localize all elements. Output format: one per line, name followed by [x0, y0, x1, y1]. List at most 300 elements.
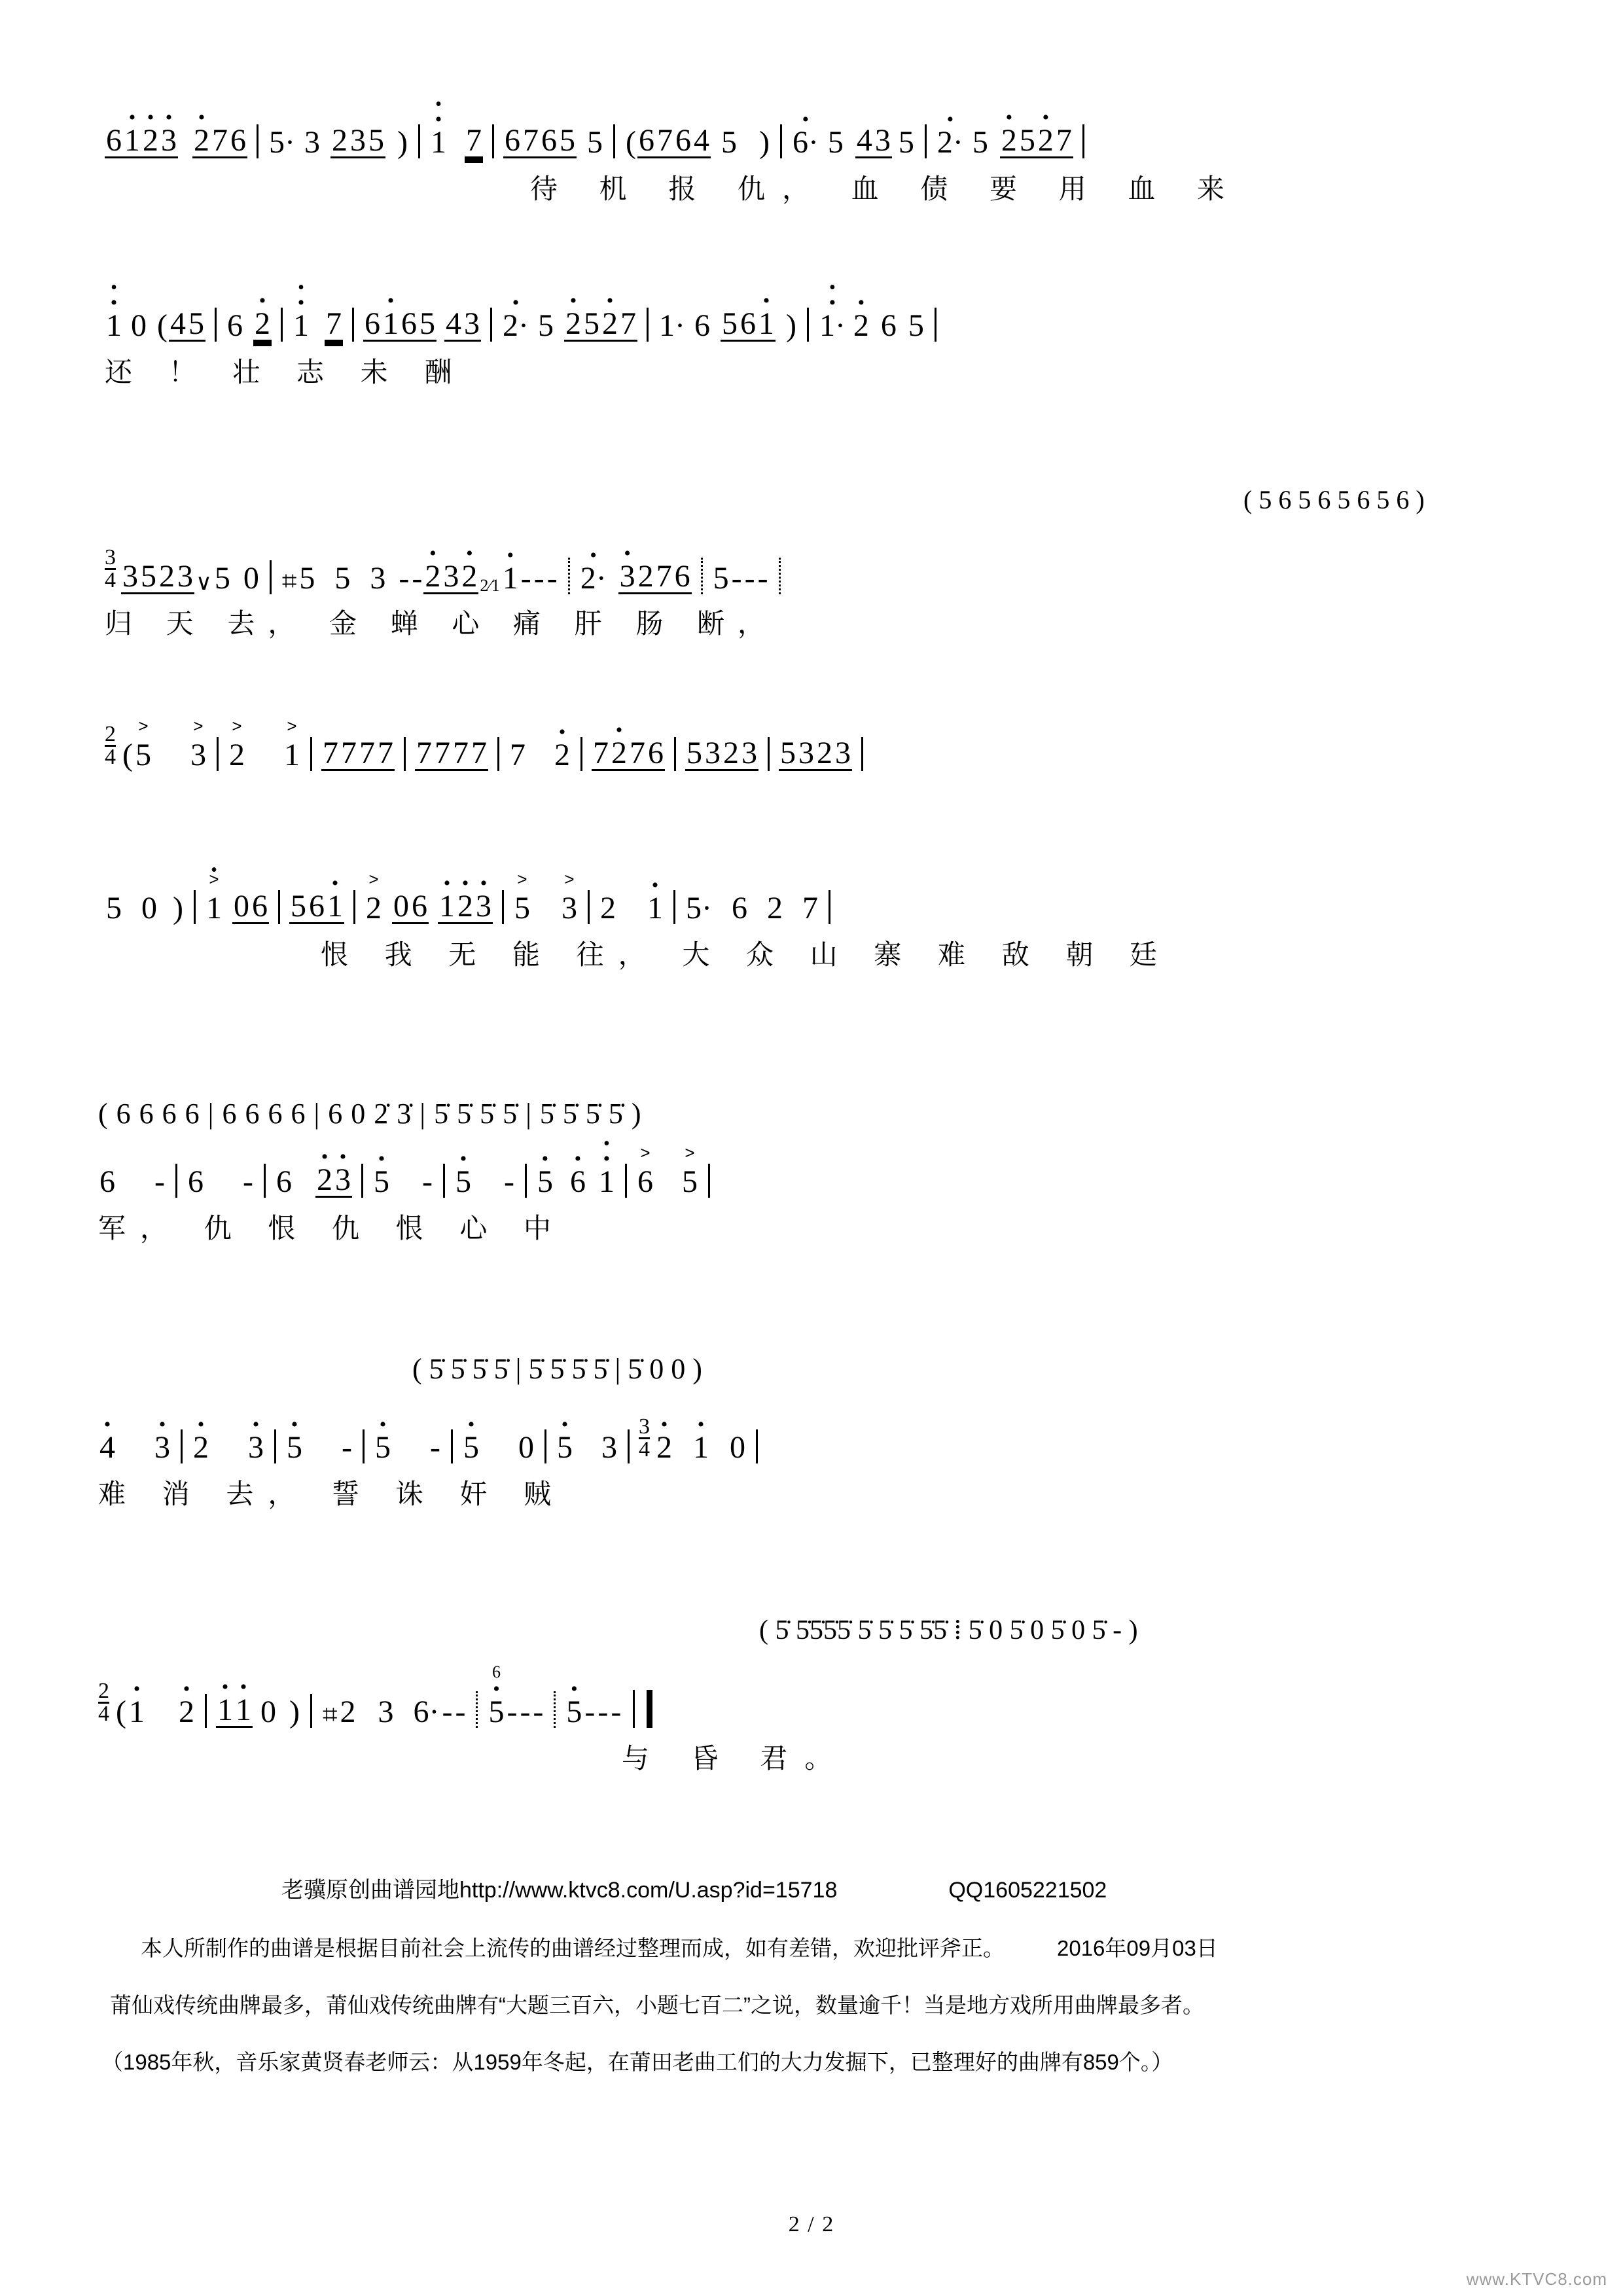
bracket-above-notes: ( 5 6 5 6 5 6 5 6 )	[1243, 485, 1425, 514]
note: • 6·	[791, 127, 820, 158]
note: > 5	[134, 740, 152, 771]
barline	[492, 124, 494, 158]
lyrics-row	[105, 607, 1531, 639]
barline	[613, 124, 615, 158]
barline	[175, 1164, 177, 1198]
note: > • 1	[205, 893, 223, 924]
note-line-1: 本人所制作的曲谱是根据目前社会上流传的曲谱经过整理而成，如有差错，欢迎批评斧正。	[141, 1936, 1005, 1960]
fraction-mark: 2⁄1	[480, 575, 500, 595]
dash: -	[731, 560, 742, 596]
barline	[768, 737, 770, 771]
note: 6	[880, 308, 897, 343]
note: • 2	[192, 1432, 210, 1463]
note: > 5	[681, 1166, 699, 1198]
barline	[674, 737, 676, 771]
note: • 3	[160, 125, 178, 158]
barline	[310, 737, 312, 771]
note: 5	[334, 560, 351, 596]
note: 5	[898, 125, 914, 160]
barline	[780, 124, 782, 158]
note: 6	[541, 123, 557, 158]
note: 5	[368, 123, 384, 158]
lyrics-text: 军， 仇 恨 仇 恨 心 中	[98, 1213, 566, 1244]
note: • 1	[501, 563, 520, 594]
barline	[264, 1164, 266, 1198]
lyrics-text: 难 消 去， 誓 诛 奸 贼	[98, 1478, 566, 1509]
note-group	[618, 558, 692, 594]
note: • 2	[192, 125, 211, 158]
paren-open: (	[122, 737, 133, 772]
dashed-barline	[476, 1691, 478, 1728]
barline	[443, 1164, 445, 1198]
notation-row	[98, 1134, 1531, 1199]
time-signature: 2 4	[105, 722, 116, 770]
barline	[1082, 124, 1084, 158]
notation-row	[105, 545, 1531, 596]
note: 5	[972, 125, 988, 160]
note: 3	[349, 123, 366, 158]
note: 5	[721, 125, 737, 160]
note: 6	[694, 308, 710, 343]
footer-block	[0, 1872, 1623, 2076]
barline	[673, 890, 675, 924]
note: 6	[638, 123, 654, 158]
note: • 1	[757, 308, 776, 342]
note: • 5	[565, 1696, 583, 1728]
note: 7	[212, 123, 228, 158]
note-group	[289, 891, 344, 924]
sharp-like-mark: ⌗	[322, 1699, 338, 1729]
note-group	[392, 891, 429, 924]
note: • 1	[216, 1695, 234, 1728]
note: • 1	[382, 308, 400, 342]
barline	[451, 1429, 453, 1463]
barline	[278, 890, 280, 924]
note: • 3	[334, 1164, 352, 1198]
notation-row	[105, 860, 1531, 925]
note: 5	[106, 891, 122, 925]
music-system-5	[105, 860, 1531, 970]
date-text: 2016年09月03日	[1057, 1936, 1218, 1960]
bracket-above-notes: ( 5̇ 5̇5̇5̇5̇ 5̇ 5̇ 5̇ 5̇5̇ ⁞ 5̇ 0 5̇ 0 5̇ 0 5̇ - )	[759, 1615, 1138, 1645]
note-group	[363, 308, 437, 342]
source-link[interactable]: 老骥原创曲谱园地http://www.ktvc8.com/U.asp?id=15718	[281, 1878, 838, 1903]
music-system-4	[105, 722, 1531, 772]
notation-row	[105, 722, 1531, 772]
barline	[580, 737, 582, 771]
note: 6·	[413, 1694, 440, 1729]
note: • 2	[460, 561, 478, 594]
note: • 3	[247, 1432, 265, 1463]
note: • 2	[423, 561, 442, 594]
note: 3	[463, 306, 480, 341]
note: > 6	[636, 1166, 654, 1198]
note-group	[438, 891, 493, 924]
dash: -	[507, 1694, 518, 1729]
barline	[205, 1694, 207, 1728]
notation-row	[105, 94, 1531, 160]
note: • 3	[153, 1432, 171, 1463]
barline	[544, 1429, 546, 1463]
sharp-like-mark: ⌗	[281, 565, 297, 596]
barline	[281, 308, 283, 342]
watermark	[1467, 2269, 1607, 2289]
lyrics-row	[98, 1480, 1531, 1508]
note: 4	[169, 306, 186, 341]
note: > 3	[189, 740, 207, 771]
note: 5	[141, 558, 156, 594]
note-group	[105, 125, 178, 158]
note: • 5	[536, 1166, 554, 1198]
note: • 2	[315, 1164, 334, 1198]
note-group	[415, 735, 488, 771]
note: 3	[601, 1429, 617, 1465]
barline	[490, 308, 492, 342]
note: 5	[1019, 123, 1035, 158]
note: • 2·	[579, 563, 608, 594]
barline	[756, 1429, 758, 1463]
note-group	[855, 125, 892, 158]
page-number	[0, 2212, 1623, 2237]
note: • 2	[141, 125, 160, 158]
note: • 1	[326, 891, 344, 924]
lyrics-text: 待 机 报 仇， 血 债 要 用 血 来	[530, 173, 1242, 204]
note-group	[169, 308, 205, 342]
note: 0	[393, 889, 409, 924]
barline	[588, 890, 590, 924]
dash: -	[757, 560, 768, 596]
paren-close: )	[289, 1694, 300, 1729]
note-group	[232, 891, 269, 924]
barline	[194, 890, 196, 924]
dash: -	[154, 1164, 165, 1199]
note: • 5	[556, 1432, 574, 1463]
dash: -	[611, 1694, 622, 1729]
note: 2	[340, 1694, 356, 1729]
note: 2	[159, 558, 175, 594]
note: 0	[260, 1694, 276, 1729]
note-group	[192, 125, 247, 158]
music-system-2	[105, 278, 1531, 387]
paren-close: )	[173, 891, 183, 925]
note: • 5	[462, 1432, 480, 1463]
note: 7	[471, 735, 487, 770]
page-number-text: 2 / 2	[788, 2212, 835, 2236]
note: 0	[141, 891, 157, 925]
barline	[361, 1164, 363, 1198]
note: 5	[290, 889, 306, 924]
note-group	[121, 558, 194, 594]
dashed-barline	[568, 558, 570, 594]
lyrics-text: 恨 我 无 能 往， 大 众 山 寨 难 敌 朝 廷	[321, 939, 1172, 970]
note: 3	[304, 125, 320, 160]
note: 6	[740, 306, 756, 341]
note-group	[315, 1164, 352, 1198]
note: 7	[802, 891, 818, 925]
paren-open: (	[157, 308, 168, 343]
barline	[217, 737, 219, 771]
note: 6	[187, 1164, 204, 1199]
dash: -	[584, 1694, 596, 1729]
note: 3	[704, 735, 721, 770]
note-group	[721, 308, 776, 342]
note: • 1	[234, 1695, 253, 1728]
barline	[497, 737, 499, 771]
barline	[625, 1164, 627, 1198]
note-line-2: 莆仙戏传统曲牌最多，莆仙戏传统曲牌有“大题三百六，小题七百二”之说，数量逾千！当是地方戏所用曲牌最多者。	[110, 1993, 1204, 2017]
dashed-barline	[701, 558, 703, 594]
note: • 2	[852, 310, 870, 342]
dash: -	[442, 1694, 453, 1729]
note: • 5	[372, 1166, 391, 1198]
notation-row	[98, 1414, 1531, 1465]
barline	[181, 1429, 183, 1463]
dashed-barline	[554, 1691, 556, 1728]
note: 6	[251, 889, 268, 924]
note: 5	[586, 125, 603, 160]
dash: -	[597, 1694, 609, 1729]
note: • 2	[610, 738, 628, 771]
note: 4	[856, 123, 872, 158]
note-group	[592, 735, 665, 771]
bracket-above-notes: ( 5̇ 5̇ 5̇ 5̇ | 5̇ 5̇ 5̇ 5̇ | 5̇ 0 0 )	[412, 1353, 702, 1385]
note: 7	[434, 735, 450, 770]
dash: -	[546, 560, 558, 596]
note: • 2	[1037, 125, 1055, 158]
note: 0	[243, 560, 259, 596]
note: 5	[713, 560, 729, 596]
paren-open: (	[625, 125, 636, 160]
note: 6	[99, 1164, 115, 1199]
note: 5	[686, 735, 702, 770]
note: 2	[637, 558, 654, 594]
note: 5	[214, 560, 230, 596]
note-group	[564, 308, 637, 342]
music-system-8	[98, 1617, 1531, 1772]
note: 0	[233, 889, 249, 924]
note-group	[423, 558, 478, 594]
barline	[647, 308, 649, 342]
note: 3	[834, 735, 851, 770]
lyrics-row	[105, 359, 1531, 386]
note: 2	[722, 735, 739, 770]
note: 1·	[658, 308, 685, 343]
note: 0	[729, 1429, 745, 1465]
dash: -	[455, 1694, 466, 1729]
note: > 3	[560, 893, 579, 924]
barline	[352, 308, 354, 342]
barline	[215, 308, 217, 342]
note: • 2	[1000, 125, 1018, 158]
dash: -	[242, 1164, 253, 1199]
paren-close: )	[397, 125, 408, 160]
note: 3	[177, 558, 193, 594]
note: 7	[509, 737, 526, 772]
dash: -	[503, 1164, 514, 1199]
note: 7	[325, 306, 342, 341]
note: • 4	[98, 1432, 116, 1463]
barline	[363, 1429, 365, 1463]
note: 5	[779, 735, 796, 770]
note: 2	[599, 891, 616, 925]
music-system-3	[105, 485, 1531, 639]
note: 3	[378, 1694, 394, 1729]
note: 5	[188, 306, 204, 341]
lyrics-row	[98, 1215, 1531, 1242]
note: 6	[674, 558, 690, 594]
note: 5·	[685, 891, 712, 925]
final-barline	[633, 1690, 652, 1728]
dash: -	[520, 1694, 531, 1729]
note: • 1	[128, 1696, 146, 1728]
note: 3	[370, 560, 386, 596]
dash: -	[533, 560, 544, 596]
dash: -	[520, 560, 531, 596]
note: • 6 5	[487, 1696, 505, 1728]
note: 7	[340, 735, 357, 770]
lyrics-text: 归 天 去， 金 蝉 心 痛 肝 肠 断，	[105, 607, 779, 639]
note: • 1	[123, 125, 141, 158]
note: • 2	[655, 1432, 673, 1463]
note: 5	[299, 560, 315, 596]
note: 3	[122, 558, 138, 594]
watermark-text: www.KTVC8.com	[1466, 2269, 1607, 2289]
note: 3	[874, 123, 891, 158]
barline	[935, 308, 936, 342]
dash: -	[342, 1429, 352, 1465]
note: 4	[693, 123, 709, 158]
paren-close: )	[785, 308, 796, 343]
note: 6	[647, 735, 664, 770]
note: • 6	[569, 1166, 587, 1198]
note: 6	[411, 889, 427, 924]
barline	[270, 560, 272, 594]
note: 2	[816, 735, 832, 770]
lyrics-row	[98, 1742, 1531, 1774]
time-signature: 3 4	[105, 545, 116, 593]
note: 6	[226, 308, 243, 343]
note: 0	[518, 1429, 534, 1465]
note: • 2	[601, 308, 619, 342]
note: 6	[106, 123, 122, 158]
note: 7	[465, 123, 482, 158]
note: 6	[731, 891, 747, 925]
note: 5	[559, 123, 575, 158]
note: 7	[452, 735, 469, 770]
qq-number: QQ1605221502	[948, 1878, 1107, 1903]
note-group	[503, 125, 577, 158]
note: • • 1	[105, 310, 123, 342]
paren-open: (	[116, 1694, 126, 1729]
note: • 2	[564, 308, 582, 342]
note: 5	[583, 306, 599, 341]
barline	[404, 737, 406, 771]
note: 0	[131, 308, 147, 343]
dash: -	[744, 560, 755, 596]
note: 6	[401, 306, 417, 341]
note-group	[779, 735, 852, 771]
note-group	[321, 735, 395, 771]
note: • 3	[618, 561, 637, 594]
barline	[274, 1429, 276, 1463]
time-signature: 3 4	[638, 1414, 650, 1462]
note: • 5	[374, 1432, 392, 1463]
dash: -	[533, 1694, 544, 1729]
note: • • 1	[292, 310, 310, 342]
barline	[353, 890, 355, 924]
note: > 1	[283, 740, 301, 771]
note: 5	[721, 306, 738, 341]
note: 2	[766, 891, 783, 925]
note-line-3: （1985年秋，音乐家黄贤春老师云：从1959年冬起，在莆田老曲工们的大力发掘下，已整理好的曲牌有859个。）	[101, 2050, 1173, 2074]
note: 5·	[269, 125, 295, 160]
note: > 2	[228, 740, 246, 771]
mordent-mark: ∨	[196, 570, 212, 595]
lyrics-text: 与 昏 君。	[622, 1742, 849, 1774]
note: • 2	[456, 891, 474, 924]
barline	[861, 737, 863, 771]
note-group	[216, 1692, 253, 1728]
note: 6	[504, 123, 520, 158]
note: > 5	[513, 893, 531, 924]
note-group	[444, 308, 481, 342]
paren-close: )	[758, 125, 770, 160]
barline	[628, 1429, 630, 1463]
note: 6	[230, 123, 246, 158]
note-group	[637, 125, 711, 158]
dashed-barline	[779, 558, 781, 594]
music-system-1	[105, 94, 1531, 204]
note: 7	[656, 558, 672, 594]
note: 7	[1056, 123, 1072, 158]
note: 5	[908, 308, 924, 343]
note: 7	[322, 735, 338, 770]
note: • 1	[646, 893, 664, 924]
note: 3	[798, 735, 814, 770]
note: • • 1	[597, 1166, 616, 1198]
note: • 2·	[936, 127, 965, 158]
note: 7	[416, 735, 432, 770]
barline	[310, 1694, 312, 1728]
note: • 5	[454, 1166, 473, 1198]
note: 4	[445, 306, 461, 341]
time-signature: 2 4	[98, 1679, 109, 1727]
dash: -	[421, 1164, 433, 1199]
note: 7	[359, 735, 375, 770]
note: • 2	[553, 740, 571, 771]
note: 2	[331, 123, 348, 158]
note: • 5	[285, 1432, 304, 1463]
note: > 2	[365, 893, 383, 924]
note: 7	[377, 735, 393, 770]
dash: -	[429, 1429, 440, 1465]
note: 5	[419, 306, 435, 341]
bracket-above-notes: ( 6 6 6 6 | 6 6 6 6 | 6 0 2̇ 3̇ | 5̇ 5̇ 5̇ 5̇ | 5̇ 5̇ 5̇ 5̇ )	[98, 1098, 642, 1130]
note: • • 1	[429, 127, 448, 158]
music-system-7	[98, 1355, 1531, 1508]
barline	[525, 1164, 527, 1198]
dash: -	[412, 560, 423, 596]
note: 6	[675, 123, 691, 158]
note: 3	[443, 558, 459, 594]
note: 7	[592, 735, 609, 770]
note-group	[1000, 125, 1073, 158]
music-system-6	[98, 1100, 1531, 1242]
note: 6	[308, 889, 325, 924]
dash: -	[399, 560, 410, 596]
barline	[502, 890, 504, 924]
note: 7	[656, 123, 673, 158]
